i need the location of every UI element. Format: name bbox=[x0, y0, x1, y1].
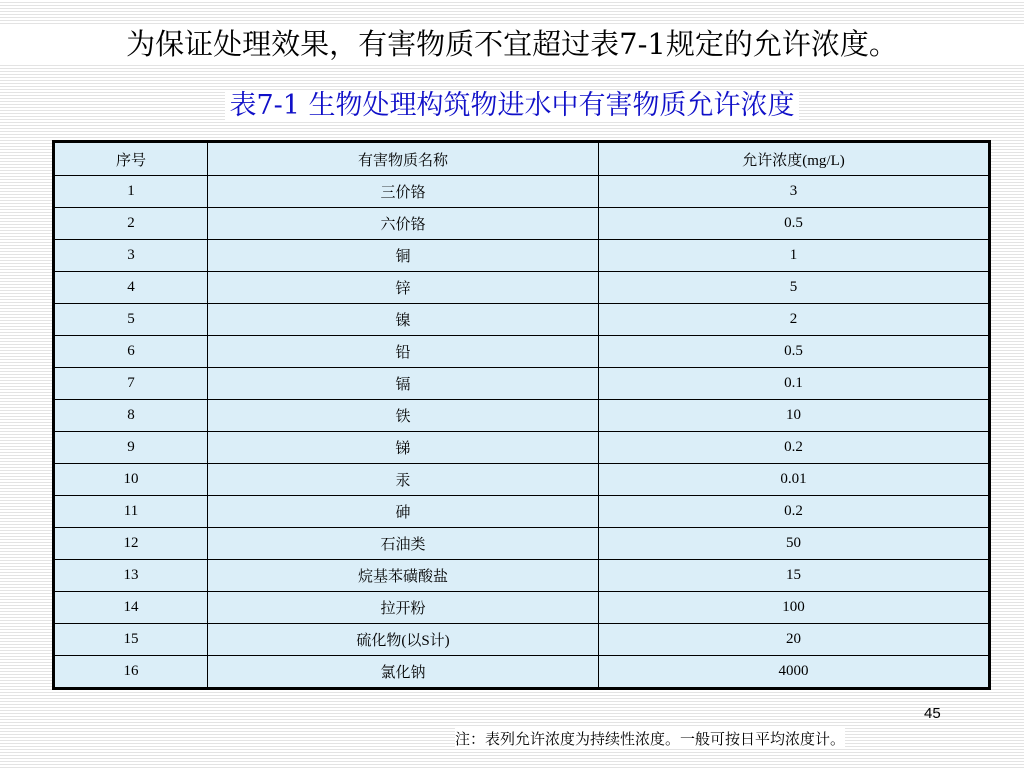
table-row bbox=[54, 464, 990, 496]
cell-index: 11 bbox=[54, 496, 208, 528]
cell-substance-name: 锑 bbox=[208, 432, 599, 464]
table-row bbox=[54, 592, 990, 624]
cell-index: 8 bbox=[54, 400, 208, 432]
cell-allowed-concentration: 5 bbox=[599, 272, 990, 304]
cell-substance-name: 拉开粉 bbox=[208, 592, 599, 624]
table-row bbox=[54, 656, 990, 689]
table-row bbox=[54, 272, 990, 304]
cell-allowed-concentration: 4000 bbox=[599, 656, 990, 689]
cell-substance-name: 三价铬 bbox=[208, 176, 599, 208]
table-row bbox=[54, 176, 990, 208]
cell-index: 13 bbox=[54, 560, 208, 592]
cell-allowed-concentration: 0.2 bbox=[599, 496, 990, 528]
table-caption-text: 表7-1 生物处理构筑物进水中有害物质允许浓度 bbox=[225, 90, 798, 121]
table-row bbox=[54, 400, 990, 432]
table-header-row bbox=[54, 142, 990, 176]
cell-allowed-concentration: 50 bbox=[599, 528, 990, 560]
cell-allowed-concentration: 0.5 bbox=[599, 208, 990, 240]
footnote: 注：表列允许浓度为持续性浓度。一般可按日平均浓度计。 bbox=[455, 730, 846, 748]
cell-index: 9 bbox=[54, 432, 208, 464]
cell-index: 2 bbox=[54, 208, 208, 240]
table-row bbox=[54, 304, 990, 336]
slide-title: 为保证处理效果，有害物质不宜超过表7-1规定的允许浓度。 bbox=[0, 24, 1024, 64]
cell-index: 15 bbox=[54, 624, 208, 656]
cell-substance-name: 铅 bbox=[208, 336, 599, 368]
cell-substance-name: 硫化物(以S计) bbox=[208, 624, 599, 656]
cell-allowed-concentration: 3 bbox=[599, 176, 990, 208]
cell-substance-name: 镍 bbox=[208, 304, 599, 336]
cell-substance-name: 铜 bbox=[208, 240, 599, 272]
table-row bbox=[54, 496, 990, 528]
cell-index: 3 bbox=[54, 240, 208, 272]
cell-allowed-concentration: 15 bbox=[599, 560, 990, 592]
cell-allowed-concentration: 0.5 bbox=[599, 336, 990, 368]
table-caption bbox=[0, 86, 1024, 126]
cell-substance-name: 氯化钠 bbox=[208, 656, 599, 689]
cell-index: 16 bbox=[54, 656, 208, 689]
cell-index: 5 bbox=[54, 304, 208, 336]
cell-index: 7 bbox=[54, 368, 208, 400]
cell-allowed-concentration: 2 bbox=[599, 304, 990, 336]
table-row bbox=[54, 208, 990, 240]
cell-allowed-concentration: 0.1 bbox=[599, 368, 990, 400]
cell-allowed-concentration: 0.2 bbox=[599, 432, 990, 464]
table-row bbox=[54, 560, 990, 592]
cell-allowed-concentration: 20 bbox=[599, 624, 990, 656]
cell-index: 10 bbox=[54, 464, 208, 496]
table-row bbox=[54, 368, 990, 400]
table-row bbox=[54, 336, 990, 368]
header-index: 序号 bbox=[54, 142, 208, 176]
cell-index: 14 bbox=[54, 592, 208, 624]
cell-allowed-concentration: 0.01 bbox=[599, 464, 990, 496]
cell-index: 4 bbox=[54, 272, 208, 304]
header-substance-name: 有害物质名称 bbox=[208, 142, 599, 176]
cell-index: 1 bbox=[54, 176, 208, 208]
table-row bbox=[54, 624, 990, 656]
table-row bbox=[54, 240, 990, 272]
cell-allowed-concentration: 100 bbox=[599, 592, 990, 624]
cell-allowed-concentration: 1 bbox=[599, 240, 990, 272]
table-row bbox=[54, 528, 990, 560]
cell-index: 12 bbox=[54, 528, 208, 560]
cell-substance-name: 石油类 bbox=[208, 528, 599, 560]
cell-substance-name: 砷 bbox=[208, 496, 599, 528]
cell-substance-name: 六价铬 bbox=[208, 208, 599, 240]
cell-substance-name: 镉 bbox=[208, 368, 599, 400]
cell-substance-name: 锌 bbox=[208, 272, 599, 304]
cell-substance-name: 烷基苯磺酸盐 bbox=[208, 560, 599, 592]
hazardous-substances-table bbox=[52, 140, 991, 690]
table-row bbox=[54, 432, 990, 464]
page-number: 45 bbox=[924, 705, 941, 722]
cell-substance-name: 铁 bbox=[208, 400, 599, 432]
header-allowed-concentration: 允许浓度(mg/L) bbox=[599, 142, 990, 176]
cell-allowed-concentration: 10 bbox=[599, 400, 990, 432]
cell-index: 6 bbox=[54, 336, 208, 368]
cell-substance-name: 汞 bbox=[208, 464, 599, 496]
